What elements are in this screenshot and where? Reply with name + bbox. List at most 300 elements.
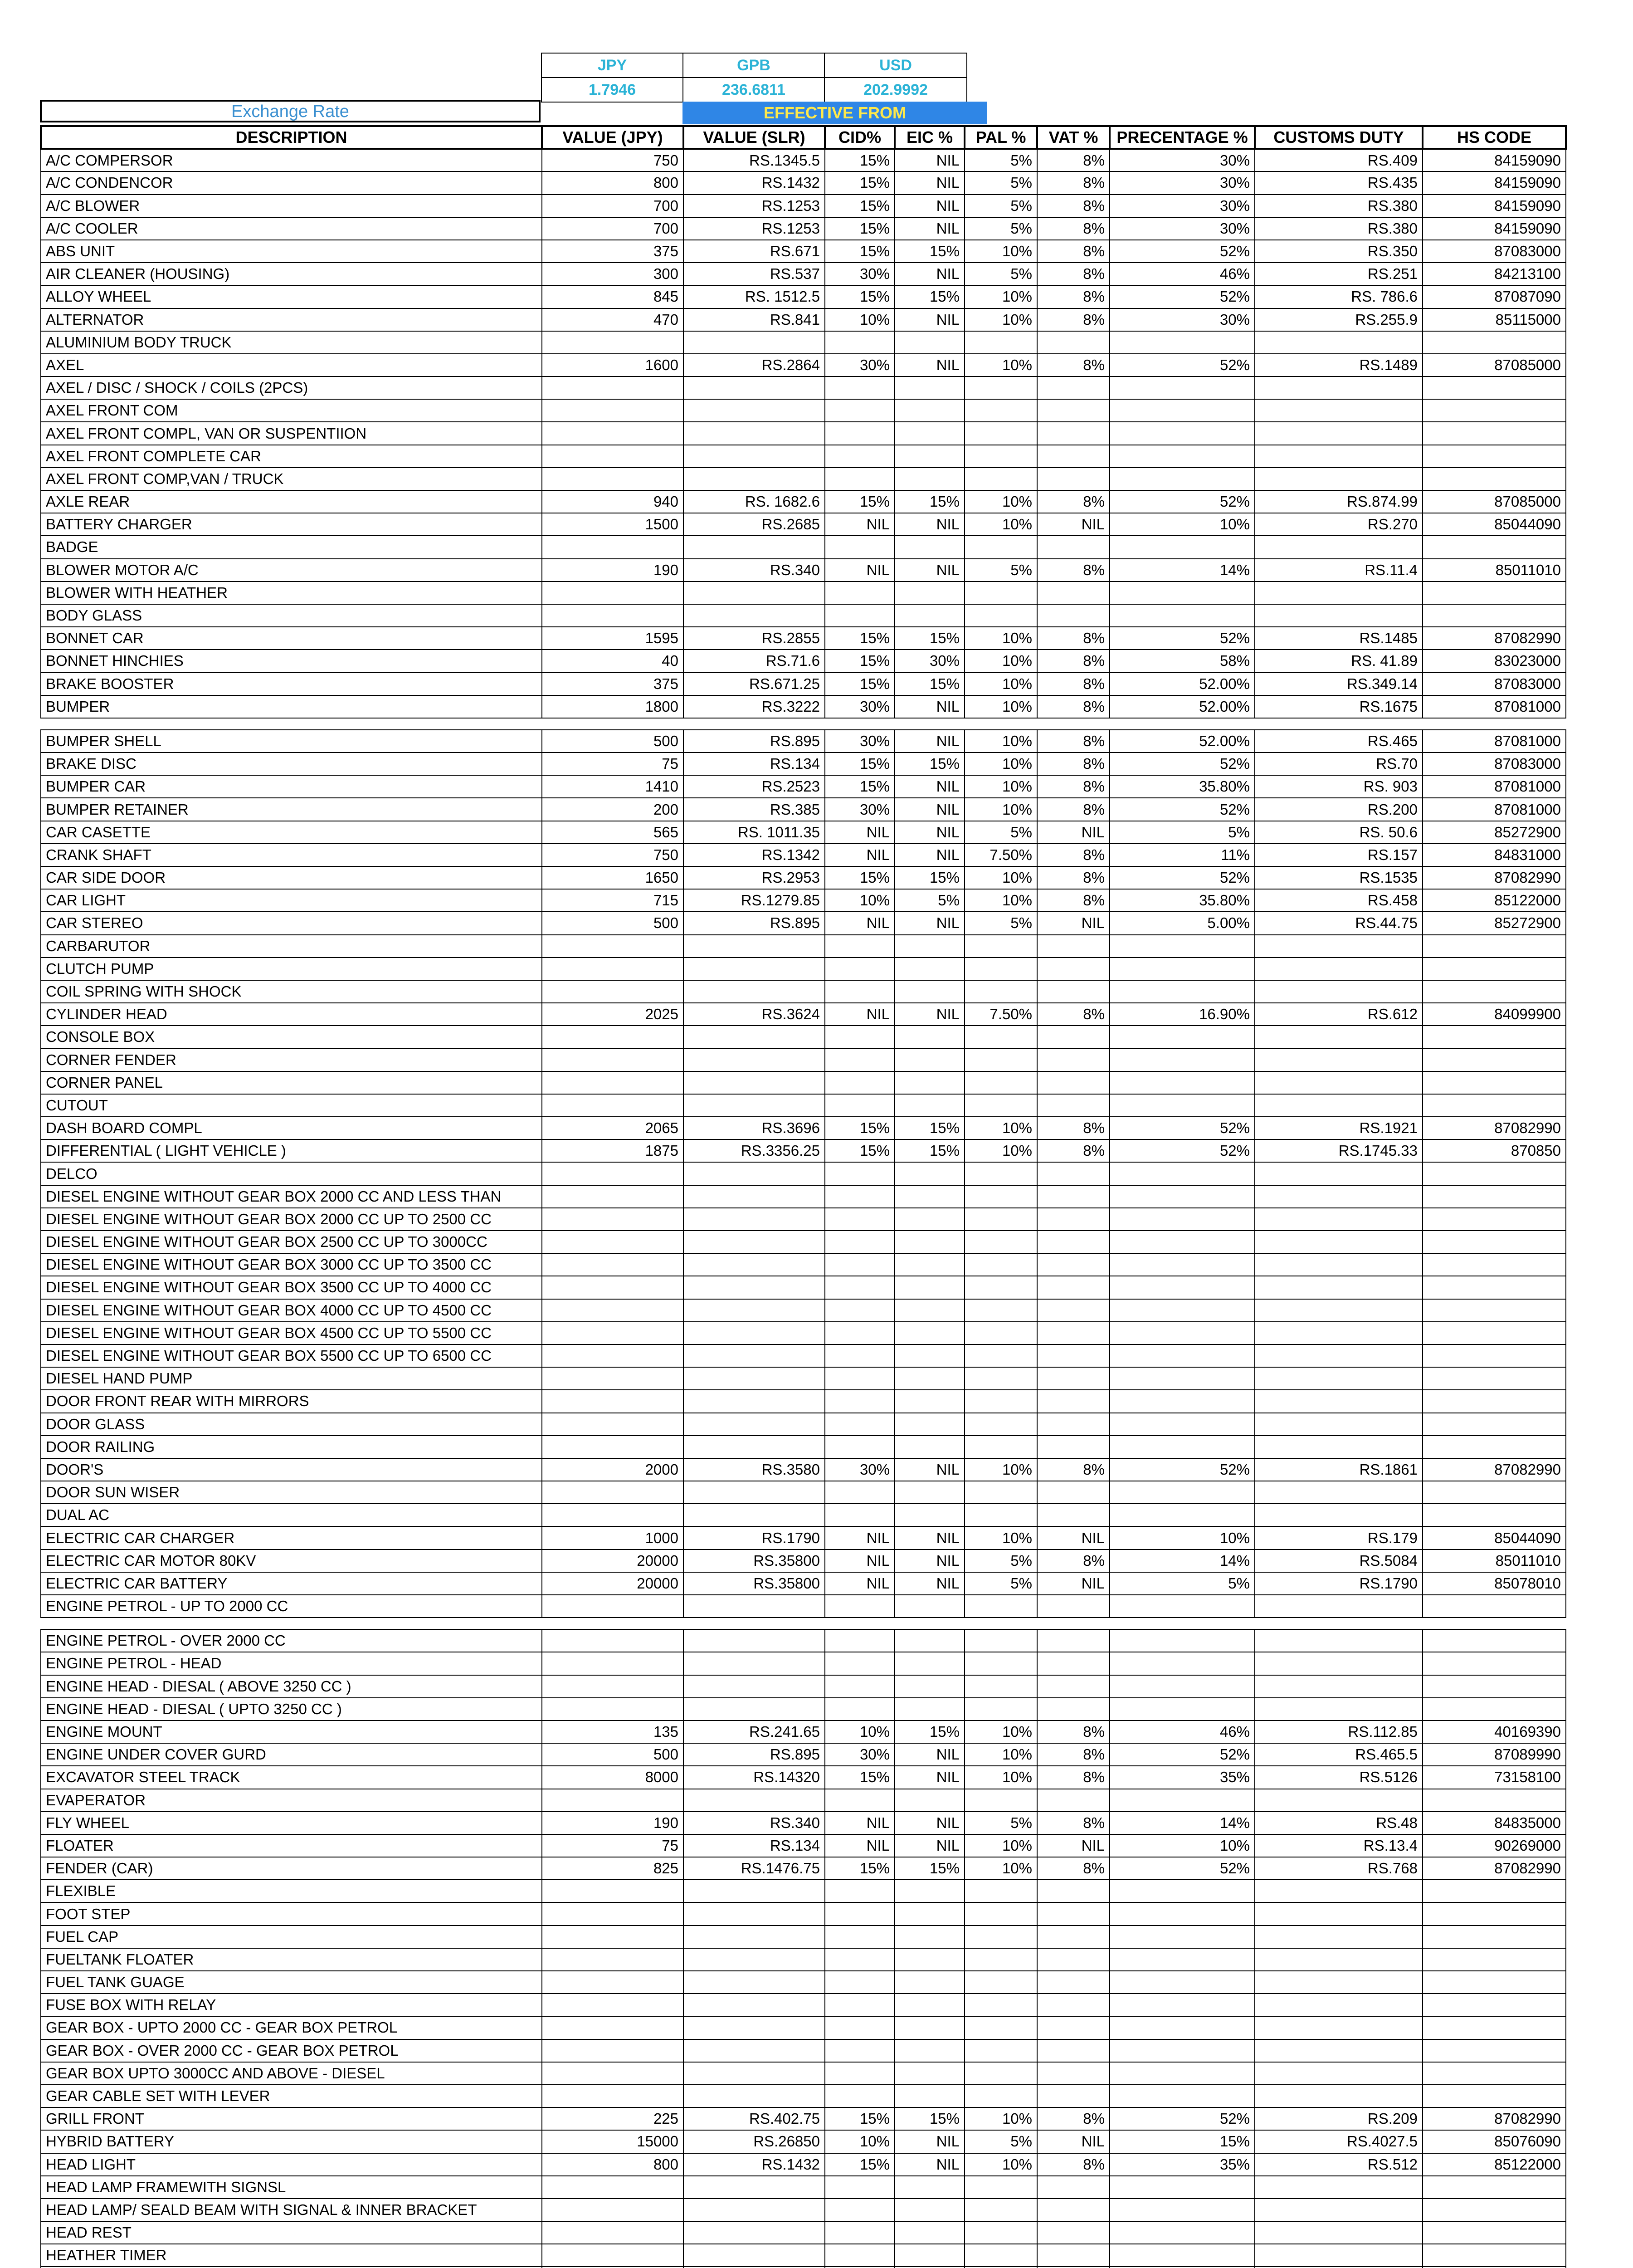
cell-pal[interactable]: 5% [965,171,1037,194]
cell-cid[interactable] [825,1994,895,2016]
cell-description[interactable]: GEAR CABLE SET WITH LEVER [41,2085,542,2107]
cell-customs-duty[interactable] [1255,1698,1423,1721]
cell-customs-duty[interactable] [1255,1026,1423,1048]
cell-vat[interactable]: 8% [1037,2107,1110,2130]
cell-description[interactable]: BRAKE DISC [41,753,542,775]
cell-value-slr[interactable] [683,582,825,604]
cell-percentage[interactable]: 52% [1110,1857,1255,1880]
cell-value-slr[interactable] [683,2176,825,2199]
cell-vat[interactable] [1037,1026,1110,1048]
cell-hs-code[interactable]: 84159090 [1423,171,1566,194]
cell-value-jpy[interactable]: 200 [542,798,683,821]
cell-hs-code[interactable] [1423,1276,1566,1299]
cell-eic[interactable] [895,1413,965,1436]
cell-value-slr[interactable]: RS.895 [683,730,825,753]
cell-hs-code[interactable] [1423,1253,1566,1276]
cell-vat[interactable] [1037,331,1110,354]
cell-eic[interactable]: NIL [895,1458,965,1481]
cell-pal[interactable] [965,445,1037,468]
cell-vat[interactable]: NIL [1037,912,1110,934]
cell-cid[interactable] [825,1162,895,1185]
cell-customs-duty[interactable]: RS.409 [1255,149,1423,171]
cell-customs-duty[interactable]: RS.112.85 [1255,1721,1423,1743]
cell-eic[interactable]: NIL [895,912,965,934]
cell-cid[interactable] [825,604,895,627]
cell-description[interactable]: FUSE BOX WITH RELAY [41,1994,542,2016]
cell-percentage[interactable] [1110,2221,1255,2244]
cell-hs-code[interactable] [1423,935,1566,958]
cell-pal[interactable] [965,1902,1037,1925]
cell-eic[interactable]: 15% [895,240,965,263]
cell-vat[interactable] [1037,468,1110,490]
cell-percentage[interactable]: 52.00% [1110,695,1255,718]
cell-value-jpy[interactable] [542,2176,683,2199]
cell-vat[interactable]: 8% [1037,195,1110,217]
cell-hs-code[interactable] [1423,2244,1566,2267]
cell-value-jpy[interactable] [542,1367,683,1390]
cell-vat[interactable]: 8% [1037,627,1110,650]
cell-percentage[interactable]: 5% [1110,821,1255,844]
cell-vat[interactable] [1037,1253,1110,1276]
cell-eic[interactable] [895,422,965,445]
cell-percentage[interactable] [1110,1344,1255,1367]
cell-description[interactable]: DIFFERENTIAL ( LIGHT VEHICLE ) [41,1139,542,1162]
cell-percentage[interactable] [1110,1971,1255,1994]
cell-hs-code[interactable] [1423,2016,1566,2039]
cell-value-slr[interactable]: RS.35800 [683,1549,825,1572]
cell-value-slr[interactable] [683,1322,825,1344]
cell-vat[interactable]: 8% [1037,1139,1110,1162]
cell-percentage[interactable]: 52% [1110,1458,1255,1481]
cell-pal[interactable]: 7.50% [965,844,1037,866]
cell-value-slr[interactable] [683,1675,825,1698]
cell-cid[interactable]: 30% [825,1458,895,1481]
cell-value-jpy[interactable]: 2025 [542,1003,683,1026]
cell-customs-duty[interactable]: RS.380 [1255,195,1423,217]
cell-description[interactable]: DOOR SUN WISER [41,1481,542,1504]
cell-hs-code[interactable]: 87081000 [1423,775,1566,798]
cell-value-jpy[interactable] [542,1481,683,1504]
cell-eic[interactable]: 15% [895,1117,965,1139]
cell-value-slr[interactable] [683,1971,825,1994]
cell-customs-duty[interactable] [1255,2199,1423,2221]
cell-pal[interactable] [965,1185,1037,1208]
cell-description[interactable]: AXEL / DISC / SHOCK / COILS (2PCS) [41,376,542,399]
cell-cid[interactable]: NIL [825,844,895,866]
cell-eic[interactable]: 15% [895,753,965,775]
cell-description[interactable]: HYBRID BATTERY [41,2130,542,2153]
cell-value-slr[interactable]: RS.895 [683,1743,825,1766]
cell-description[interactable]: ENGINE UNDER COVER GURD [41,1743,542,1766]
cell-eic[interactable] [895,468,965,490]
cell-vat[interactable]: 8% [1037,240,1110,263]
cell-percentage[interactable]: 10% [1110,513,1255,536]
cell-vat[interactable]: 8% [1037,695,1110,718]
cell-customs-duty[interactable]: RS.1485 [1255,627,1423,650]
cell-value-jpy[interactable]: 1600 [542,354,683,376]
cell-vat[interactable] [1037,2221,1110,2244]
cell-vat[interactable] [1037,1675,1110,1698]
cell-hs-code[interactable]: 85044090 [1423,1526,1566,1549]
cell-value-jpy[interactable]: 2000 [542,1458,683,1481]
cell-description[interactable]: CYLINDER HEAD [41,1003,542,1026]
cell-value-jpy[interactable] [542,468,683,490]
cell-description[interactable]: AXEL FRONT COMPLETE CAR [41,445,542,468]
cell-vat[interactable]: 8% [1037,650,1110,672]
cell-hs-code[interactable]: 85122000 [1423,2153,1566,2176]
cell-eic[interactable] [895,1436,965,1458]
cell-customs-duty[interactable]: RS.349.14 [1255,673,1423,695]
cell-value-jpy[interactable] [542,2085,683,2107]
cell-hs-code[interactable]: 87083000 [1423,673,1566,695]
cell-hs-code[interactable] [1423,376,1566,399]
cell-customs-duty[interactable]: RS.874.99 [1255,490,1423,513]
cell-customs-duty[interactable] [1255,1322,1423,1344]
cell-value-slr[interactable] [683,2221,825,2244]
cell-pal[interactable]: 5% [965,1572,1037,1595]
cell-value-slr[interactable] [683,536,825,558]
cell-value-slr[interactable] [683,2085,825,2107]
cell-pal[interactable]: 5% [965,149,1037,171]
cell-value-slr[interactable]: RS.3356.25 [683,1139,825,1162]
cell-value-jpy[interactable] [542,1652,683,1675]
cell-cid[interactable] [825,1208,895,1231]
cell-pal[interactable] [965,399,1037,422]
cell-pal[interactable] [965,1367,1037,1390]
cell-value-slr[interactable]: RS.340 [683,1812,825,1834]
cell-vat[interactable] [1037,1789,1110,1812]
cell-customs-duty[interactable]: RS.435 [1255,171,1423,194]
cell-hs-code[interactable] [1423,1231,1566,1253]
cell-value-jpy[interactable] [542,422,683,445]
cell-customs-duty[interactable] [1255,1902,1423,1925]
cell-value-slr[interactable] [683,1231,825,1253]
cell-customs-duty[interactable] [1255,604,1423,627]
cell-hs-code[interactable] [1423,1652,1566,1675]
cell-description[interactable]: FLEXIBLE [41,1880,542,1902]
cell-cid[interactable]: 15% [825,1139,895,1162]
cell-vat[interactable] [1037,1208,1110,1231]
cell-eic[interactable] [895,1276,965,1299]
cell-percentage[interactable]: 5.00% [1110,912,1255,934]
cell-vat[interactable] [1037,1094,1110,1117]
cell-vat[interactable]: 8% [1037,263,1110,285]
cell-vat[interactable]: 8% [1037,866,1110,889]
cell-value-slr[interactable] [683,1436,825,1458]
cell-hs-code[interactable] [1423,1880,1566,1902]
cell-description[interactable]: GEAR BOX UPTO 3000CC AND ABOVE - DIESEL [41,2062,542,2085]
cell-cid[interactable]: 15% [825,240,895,263]
cell-description[interactable]: CORNER FENDER [41,1049,542,1071]
cell-vat[interactable] [1037,2062,1110,2085]
cell-pal[interactable] [965,2221,1037,2244]
cell-description[interactable]: GRILL FRONT [41,2107,542,2130]
cell-hs-code[interactable] [1423,2039,1566,2062]
cell-vat[interactable]: NIL [1037,513,1110,536]
cell-percentage[interactable] [1110,1595,1255,1618]
cell-percentage[interactable] [1110,1675,1255,1698]
cell-cid[interactable] [825,1902,895,1925]
cell-value-slr[interactable] [683,1948,825,1971]
rate-gpb[interactable]: 236.6811 [683,78,825,102]
cell-pal[interactable]: 5% [965,217,1037,240]
cell-customs-duty[interactable] [1255,1413,1423,1436]
cell-customs-duty[interactable]: RS.1861 [1255,1458,1423,1481]
cell-value-jpy[interactable] [542,2221,683,2244]
cell-customs-duty[interactable] [1255,1231,1423,1253]
cell-percentage[interactable] [1110,1504,1255,1526]
cell-customs-duty[interactable] [1255,1049,1423,1071]
cell-eic[interactable] [895,1026,965,1048]
cell-hs-code[interactable] [1423,1595,1566,1618]
cell-percentage[interactable]: 35.80% [1110,775,1255,798]
cell-pal[interactable]: 5% [965,821,1037,844]
cell-description[interactable]: BONNET HINCHIES [41,650,542,672]
cell-hs-code[interactable] [1423,1367,1566,1390]
cell-customs-duty[interactable]: RS.13.4 [1255,1834,1423,1857]
cell-eic[interactable]: NIL [895,149,965,171]
cell-description[interactable]: BADGE [41,536,542,558]
cell-cid[interactable] [825,1299,895,1322]
cell-value-slr[interactable] [683,1390,825,1413]
cell-pal[interactable] [965,331,1037,354]
cell-value-slr[interactable]: RS.3580 [683,1458,825,1481]
cell-customs-duty[interactable]: RS.11.4 [1255,559,1423,582]
cell-pal[interactable]: 10% [965,2107,1037,2130]
cell-vat[interactable]: 8% [1037,1857,1110,1880]
cell-cid[interactable]: 15% [825,866,895,889]
cell-description[interactable]: DIESEL ENGINE WITHOUT GEAR BOX 2000 CC AND LESS THAN [41,1185,542,1208]
cell-eic[interactable] [895,2176,965,2199]
cell-percentage[interactable]: 14% [1110,1549,1255,1572]
cell-value-jpy[interactable]: 1595 [542,627,683,650]
cell-customs-duty[interactable] [1255,1299,1423,1322]
cell-hs-code[interactable] [1423,1698,1566,1721]
cell-cid[interactable]: 10% [825,1721,895,1743]
cell-description[interactable]: DOOR FRONT REAR WITH MIRRORS [41,1390,542,1413]
cell-eic[interactable]: 15% [895,2107,965,2130]
cell-value-jpy[interactable]: 940 [542,490,683,513]
cell-vat[interactable]: 8% [1037,1458,1110,1481]
cell-value-jpy[interactable] [542,445,683,468]
cell-vat[interactable] [1037,958,1110,980]
cell-eic[interactable] [895,1322,965,1344]
cell-value-slr[interactable]: RS.1342 [683,844,825,866]
cell-description[interactable]: EXCAVATOR STEEL TRACK [41,1766,542,1789]
cell-description[interactable]: CAR LIGHT [41,889,542,912]
cell-eic[interactable]: NIL [895,2130,965,2153]
cell-value-slr[interactable] [683,1094,825,1117]
cell-percentage[interactable] [1110,1994,1255,2016]
cell-value-slr[interactable] [683,1208,825,1231]
cell-eic[interactable]: NIL [895,171,965,194]
cell-description[interactable]: DIESEL ENGINE WITHOUT GEAR BOX 2000 CC UP TO 2500 CC [41,1208,542,1231]
cell-hs-code[interactable] [1423,2085,1566,2107]
cell-description[interactable]: ELECTRIC CAR BATTERY [41,1572,542,1595]
cell-cid[interactable]: 10% [825,889,895,912]
cell-description[interactable]: CAR CASETTE [41,821,542,844]
cell-pal[interactable] [965,1231,1037,1253]
cell-cid[interactable]: 15% [825,673,895,695]
cell-description[interactable]: DIESEL ENGINE WITHOUT GEAR BOX 3000 CC UP TO 3500 CC [41,1253,542,1276]
cell-vat[interactable] [1037,1994,1110,2016]
cell-value-jpy[interactable]: 190 [542,1812,683,1834]
cell-cid[interactable]: 15% [825,195,895,217]
cell-value-jpy[interactable]: 300 [542,263,683,285]
cell-eic[interactable] [895,582,965,604]
cell-description[interactable]: A/C BLOWER [41,195,542,217]
cell-customs-duty[interactable]: RS.465.5 [1255,1743,1423,1766]
cell-pal[interactable] [965,1971,1037,1994]
cell-hs-code[interactable] [1423,958,1566,980]
cell-eic[interactable] [895,1481,965,1504]
cell-cid[interactable] [825,1789,895,1812]
cell-eic[interactable]: NIL [895,217,965,240]
cell-cid[interactable]: NIL [825,513,895,536]
currency-jpy[interactable]: JPY [542,54,683,77]
cell-cid[interactable]: 30% [825,695,895,718]
cell-customs-duty[interactable] [1255,1436,1423,1458]
cell-value-slr[interactable] [683,1880,825,1902]
cell-hs-code[interactable] [1423,1071,1566,1094]
cell-percentage[interactable]: 52.00% [1110,730,1255,753]
cell-pal[interactable] [965,1299,1037,1322]
cell-cid[interactable] [825,1185,895,1208]
cell-value-slr[interactable]: RS.14320 [683,1766,825,1789]
cell-customs-duty[interactable]: RS.179 [1255,1526,1423,1549]
cell-value-jpy[interactable] [542,1698,683,1721]
cell-pal[interactable] [965,2016,1037,2039]
cell-percentage[interactable] [1110,1162,1255,1185]
col-value-jpy[interactable]: VALUE (JPY) [542,126,683,149]
cell-eic[interactable] [895,1390,965,1413]
cell-description[interactable]: ABS UNIT [41,240,542,263]
cell-value-jpy[interactable]: 470 [542,308,683,331]
cell-percentage[interactable]: 14% [1110,1812,1255,1834]
cell-description[interactable]: DIESEL ENGINE WITHOUT GEAR BOX 5500 CC UP TO 6500 CC [41,1344,542,1367]
cell-customs-duty[interactable] [1255,1994,1423,2016]
cell-customs-duty[interactable]: RS.1675 [1255,695,1423,718]
cell-hs-code[interactable]: 87089990 [1423,1743,1566,1766]
cell-value-slr[interactable]: RS.537 [683,263,825,285]
cell-vat[interactable]: 8% [1037,285,1110,308]
cell-eic[interactable] [895,1880,965,1902]
cell-customs-duty[interactable] [1255,1652,1423,1675]
cell-percentage[interactable] [1110,2039,1255,2062]
cell-pal[interactable]: 5% [965,263,1037,285]
cell-description[interactable]: AXLE REAR [41,490,542,513]
cell-pal[interactable] [965,2176,1037,2199]
cell-eic[interactable]: 15% [895,1857,965,1880]
cell-vat[interactable] [1037,1880,1110,1902]
cell-cid[interactable] [825,2085,895,2107]
cell-value-jpy[interactable] [542,1276,683,1299]
cell-value-jpy[interactable]: 500 [542,1743,683,1766]
rate-jpy[interactable]: 1.7946 [542,78,683,102]
cell-percentage[interactable]: 52% [1110,240,1255,263]
cell-percentage[interactable] [1110,582,1255,604]
cell-description[interactable]: ENGINE PETROL - OVER 2000 CC [41,1629,542,1652]
cell-description[interactable]: FUEL CAP [41,1926,542,1948]
cell-cid[interactable] [825,445,895,468]
cell-value-jpy[interactable]: 20000 [542,1572,683,1595]
cell-value-slr[interactable]: RS.1476.75 [683,1857,825,1880]
col-description[interactable]: DESCRIPTION [41,126,542,149]
cell-hs-code[interactable] [1423,1629,1566,1652]
cell-hs-code[interactable]: 73158100 [1423,1766,1566,1789]
cell-value-slr[interactable]: RS.671.25 [683,673,825,695]
cell-hs-code[interactable] [1423,2199,1566,2221]
cell-vat[interactable] [1037,604,1110,627]
cell-pal[interactable]: 10% [965,1766,1037,1789]
cell-description[interactable]: BONNET CAR [41,627,542,650]
cell-cid[interactable] [825,468,895,490]
cell-percentage[interactable] [1110,1948,1255,1971]
cell-hs-code[interactable] [1423,1344,1566,1367]
cell-percentage[interactable]: 52% [1110,1743,1255,1766]
cell-cid[interactable] [825,1071,895,1094]
cell-customs-duty[interactable]: RS.768 [1255,1857,1423,1880]
cell-hs-code[interactable]: 87085000 [1423,490,1566,513]
cell-eic[interactable]: 15% [895,1139,965,1162]
cell-eic[interactable] [895,1162,965,1185]
cell-eic[interactable]: 30% [895,650,965,672]
cell-vat[interactable]: 8% [1037,1549,1110,1572]
cell-pal[interactable] [965,1948,1037,1971]
cell-percentage[interactable] [1110,1208,1255,1231]
cell-hs-code[interactable]: 87082990 [1423,1458,1566,1481]
cell-value-jpy[interactable] [542,2244,683,2267]
cell-vat[interactable] [1037,1185,1110,1208]
cell-percentage[interactable] [1110,935,1255,958]
cell-description[interactable]: ENGINE PETROL - HEAD [41,1652,542,1675]
cell-value-jpy[interactable] [542,1185,683,1208]
cell-hs-code[interactable]: 90269000 [1423,1834,1566,1857]
cell-percentage[interactable] [1110,1880,1255,1902]
cell-percentage[interactable]: 30% [1110,149,1255,171]
cell-customs-duty[interactable] [1255,2039,1423,2062]
cell-value-slr[interactable]: RS. 1512.5 [683,285,825,308]
cell-value-slr[interactable] [683,1026,825,1048]
cell-value-jpy[interactable] [542,1675,683,1698]
cell-hs-code[interactable] [1423,1390,1566,1413]
cell-percentage[interactable] [1110,376,1255,399]
cell-value-slr[interactable]: RS.895 [683,912,825,934]
cell-vat[interactable] [1037,536,1110,558]
cell-value-jpy[interactable] [542,1436,683,1458]
cell-value-jpy[interactable] [542,1902,683,1925]
cell-eic[interactable]: NIL [895,1549,965,1572]
cell-pal[interactable]: 10% [965,513,1037,536]
cell-eic[interactable] [895,1253,965,1276]
cell-value-jpy[interactable]: 700 [542,217,683,240]
cell-percentage[interactable] [1110,1481,1255,1504]
cell-eic[interactable] [895,2039,965,2062]
cell-hs-code[interactable] [1423,399,1566,422]
cell-vat[interactable]: 8% [1037,673,1110,695]
cell-value-slr[interactable] [683,980,825,1003]
cell-value-jpy[interactable]: 40 [542,650,683,672]
cell-hs-code[interactable]: 87083000 [1423,753,1566,775]
cell-description[interactable]: BATTERY CHARGER [41,513,542,536]
cell-value-jpy[interactable] [542,1948,683,1971]
cell-pal[interactable] [965,1629,1037,1652]
cell-description[interactable]: ENGINE HEAD - DIESAL ( UPTO 3250 CC ) [41,1698,542,1721]
cell-customs-duty[interactable] [1255,1675,1423,1698]
cell-customs-duty[interactable] [1255,1971,1423,1994]
col-customs-duty[interactable]: CUSTOMS DUTY [1255,126,1423,149]
cell-eic[interactable]: NIL [895,559,965,582]
